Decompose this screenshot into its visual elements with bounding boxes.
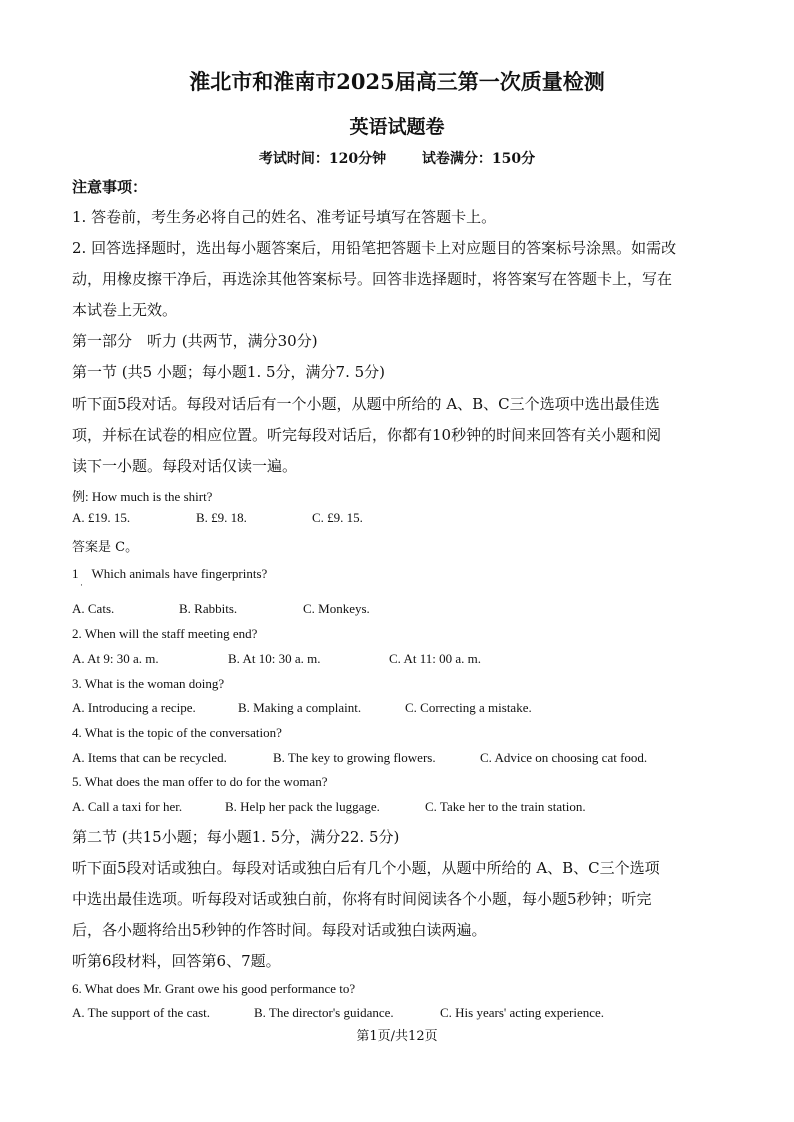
notes-item-2-line-3: 本试卷上无效。: [72, 301, 178, 319]
question-4-option-a: A. Items that can be recycled.: [72, 750, 227, 765]
section2-instruction-line-2: 中选出最佳选项。听每段对话或独白前，你将有时间阅读各个小题，每小题5秒钟；听完: [72, 890, 652, 908]
question-1-option-a: A. Cats.: [72, 601, 115, 616]
question-4-option-b: B. The key to growing flowers.: [273, 750, 436, 765]
section2-instruction-line-1: 听下面5段对话或独白。每段对话或独白后有几个小题，从题中所给的 A、B、C三个选项: [72, 859, 660, 877]
question-5-option-b: B. Help her pack the luggage.: [225, 799, 380, 814]
stray-dot: ·: [80, 580, 83, 590]
question-2-option-b: B. At 10: 30 a. m.: [228, 651, 321, 666]
question-6-option-a: A. The support of the cast.: [72, 1005, 211, 1020]
question-4: 4. What is the topic of the conversation?: [72, 725, 282, 740]
question-4-option-c: C. Advice on choosing cat food.: [480, 750, 648, 765]
notes-item-2-line-2: 动，用橡皮擦干净后，再选涂其他答案标号。回答非选择题时，将答案写在答题卡上，写在: [72, 270, 673, 288]
example-option-a: A. £19. 15.: [72, 510, 131, 525]
section1-heading: 第一节 (共5 小题；每小题1. 5分，满分7. 5分): [72, 363, 386, 381]
notes-item-1: 1. 答卷前，考生务必将自己的姓名、准考证号填写在答题卡上。: [72, 208, 497, 226]
full-score: 试卷满分：150分: [421, 151, 536, 167]
question-6-option-b: B. The director's guidance.: [254, 1005, 394, 1020]
question-3-option-c: C. Correcting a mistake.: [405, 700, 532, 715]
example-option-b: B. £9. 18.: [196, 510, 247, 525]
section1-instruction-line-2: 项，并标在试卷的相应位置。听完每段对话后，你都有10秒钟的时间来回答有关小题和阅: [72, 426, 662, 444]
notes-heading: 注意事项：: [72, 178, 148, 196]
question-3-option-a: A. Introducing a recipe.: [72, 700, 196, 715]
question-3-option-b: B. Making a complaint.: [238, 700, 362, 715]
exam-title: 淮北市和淮南市2025届高三第一次质量检测: [189, 69, 605, 94]
question-2-option-c: C. At 11: 00 a. m.: [389, 651, 481, 666]
question-1-option-c: C. Monkeys.: [303, 601, 370, 616]
exam-subtitle: 英语试题卷: [349, 116, 445, 138]
part1-heading: 第一部分 听力 (共两节，满分30分): [72, 332, 318, 350]
exam-time: 考试时间：120分钟: [258, 151, 387, 167]
material-6-heading: 听第6段材料，回答第6、7题。: [72, 952, 281, 970]
page-number: 第1页/共12页: [356, 1029, 438, 1044]
example-answer: 答案是 C。: [72, 540, 139, 555]
question-5-option-c: C. Take her to the train station.: [425, 799, 586, 814]
section2-heading: 第二节 (共15小题；每小题1. 5分，满分22. 5分): [72, 828, 400, 846]
question-2-option-a: A. At 9: 30 a. m.: [72, 651, 159, 666]
question-3: 3. What is the woman doing?: [72, 676, 225, 691]
question-5: 5. What does the man offer to do for the woman?: [72, 774, 328, 789]
section1-instruction-line-3: 读下一小题。每段对话仅读一遍。: [72, 457, 298, 475]
question-6-option-c: C. His years' acting experience.: [440, 1005, 605, 1020]
question-1-option-b: B. Rabbits.: [179, 601, 238, 616]
question-1: 1 Which animals have fingerprints?: [72, 566, 268, 581]
example-option-c: C. £9. 15.: [312, 510, 363, 525]
question-5-option-a: A. Call a taxi for her.: [72, 799, 183, 814]
section1-instruction-line-1: 听下面5段对话。每段对话后有一个小题，从题中所给的 A、B、C三个选项中选出最佳选: [72, 395, 660, 413]
question-6: 6. What does Mr. Grant owe his good performance to?: [72, 981, 356, 996]
question-2: 2. When will the staff meeting end?: [72, 626, 258, 641]
example-question: 例: How much is the shirt?: [72, 489, 213, 504]
exam-info: [0, 148, 794, 168]
section2-instruction-line-3: 后，各小题将给出5秒钟的作答时间。每段对话或独白读两遍。: [72, 921, 487, 939]
notes-item-2-line-1: 2. 回答选择题时，选出每小题答案后，用铅笔把答题卡上对应题目的答案标号涂黑。如需改: [72, 239, 677, 257]
